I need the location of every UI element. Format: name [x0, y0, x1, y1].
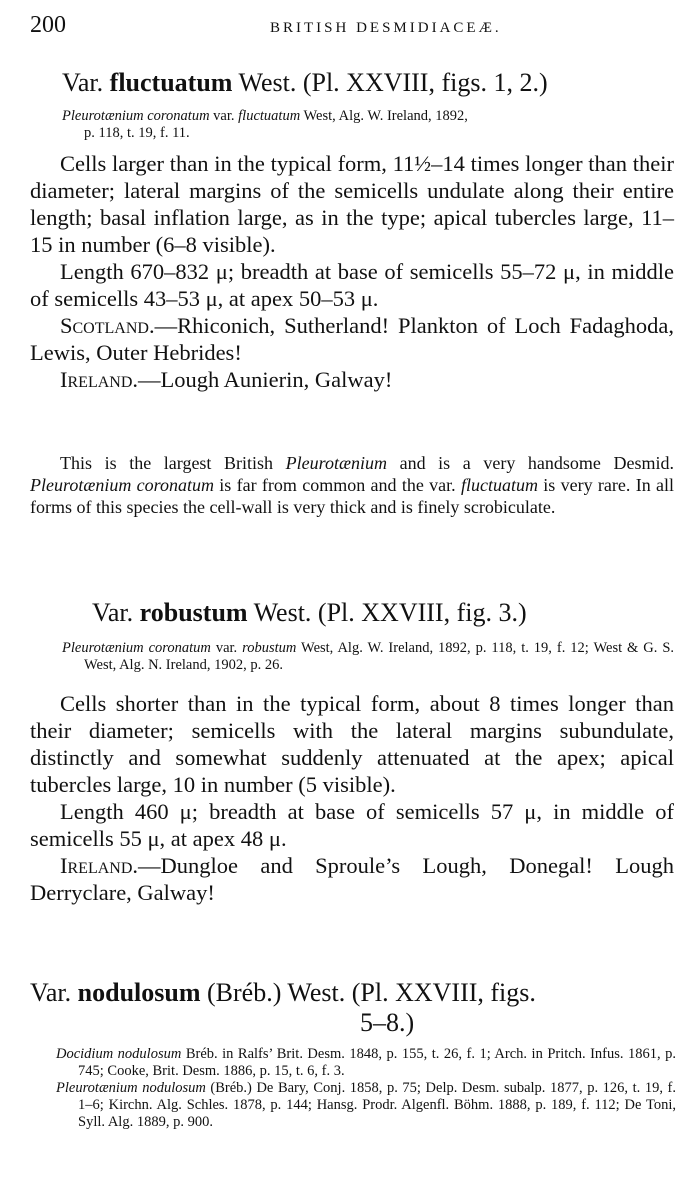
synonym-variety: fluctuatum	[238, 108, 301, 124]
synonym-citation: (Bréb.) De Bary, Conj. 1858, p. 75; Delp. Desm. subalp. 1877, p. 126, t. 19, f. 1–6; Kirchn. Alg. Schles. 1878, p. 144; Hansg. Prodr. Algenfl. Böhm. 1888, p. 189, f. 112; De Toni, Syll. Alg. 1889, p. 900.	[78, 1080, 676, 1130]
description-robustum	[30, 690, 674, 906]
cell-dimensions: Length 670–832 μ; breadth at base of semicells 55–72 μ, in middle of semicells 43–53 μ, at apex 50–53 μ.	[30, 259, 674, 311]
synonymy-nodulosum	[56, 1046, 676, 1131]
cell-description: Cells larger than in the typical form, 11½–14 times longer than their diameter; lateral margins of the semicells undulate along their entire length; basal inflation large, as in the type; apical tubercles large, 11–15 in number (6–8 visible).	[30, 151, 674, 257]
synonym-variety: robustum	[242, 640, 297, 656]
locality-text: —Lough Aunierin, Galway!	[138, 367, 393, 392]
locality-text: —Rhiconich, Sutherland! Plankton of Loch Fadaghoda, Lewis, Outer Hebrides!	[30, 313, 674, 365]
variety-name: robustum	[139, 598, 248, 627]
remark-taxon: Pleurotænium	[285, 453, 387, 473]
page-header	[30, 12, 670, 42]
synonym-taxon: Pleurotænium coronatum	[62, 108, 210, 124]
locality-text: —Dungloe and Sproule’s Lough, Donegal! Lough Derryclare, Galway!	[30, 853, 674, 905]
synonym-entry-pleurotaenium	[56, 1080, 676, 1131]
synonym-citation-continued: p. 118, t. 19, f. 11.	[84, 125, 190, 141]
synonym-text: var.	[210, 640, 243, 656]
variety-prefix: Var.	[92, 598, 140, 627]
variety-authority-plate: West. (Pl. XXVIII, fig. 3.)	[247, 598, 527, 627]
locality-ireland	[30, 852, 674, 906]
remark-text: and is a very handsome Desmid.	[386, 453, 674, 473]
variety-prefix: Var.	[62, 68, 110, 97]
locality-scotland	[30, 312, 674, 366]
remark-taxon: Pleurotænium coronatum	[30, 475, 214, 495]
variety-heading-line	[30, 978, 680, 1008]
remark-text: is very rare. In all forms of this species the cell-wall is very thick and is finely scrobiculate.	[30, 475, 675, 517]
synonym-text: var.	[209, 108, 239, 124]
synonymy-fluctuatum	[62, 108, 674, 142]
region-label-ireland: Ireland.	[60, 853, 139, 878]
variety-name: fluctuatum	[109, 68, 233, 97]
variety-name: nodulosum	[77, 978, 201, 1007]
page-number: 200	[30, 12, 66, 38]
variety-heading-fluctuatum	[62, 68, 682, 98]
variety-heading-robustum	[92, 598, 692, 628]
region-label-scotland: Scotland.	[60, 313, 155, 338]
remark-taxon: fluctuatum	[460, 475, 538, 495]
synonym-entry-docidium	[56, 1046, 676, 1080]
variety-prefix: Var.	[30, 978, 78, 1007]
variety-authority-plate: West. (Pl. XXVIII, figs. 1, 2.)	[232, 68, 548, 97]
synonym-entry	[62, 640, 674, 674]
variety-heading-nodulosum	[30, 978, 680, 1038]
cell-dimensions: Length 460 μ; breadth at base of semicells 57 μ, in middle of semicells 55 μ, at apex 48 μ.	[30, 799, 674, 851]
cell-description: Cells shorter than in the typical form, about 8 times longer than their diameter; semicells with the lateral margins subundulate, distinctly and somewhat suddenly attenuated at the apex; apical tubercles large, 10 in number (5 visible).	[30, 691, 674, 797]
variety-authority-plate: (Bréb.) West. (Pl. XXVIII, figs.	[200, 978, 536, 1007]
synonym-citation: West, Alg. W. Ireland, 1892,	[300, 108, 468, 124]
region-label-ireland: Ireland.	[60, 367, 139, 392]
remark-text: This is the largest British	[60, 453, 286, 473]
remarks-fluctuatum	[30, 452, 674, 518]
synonym-taxon: Pleurotænium nodulosum	[56, 1080, 206, 1096]
locality-ireland	[30, 366, 674, 393]
description-fluctuatum	[30, 150, 674, 393]
synonym-citation: West, Alg. W. Ireland, 1892, p. 118, t. 19, f. 12; West & G. S. West, Alg. N. Ireland, 1902, p. 26.	[84, 640, 675, 673]
synonym-taxon: Docidium nodulosum	[56, 1046, 182, 1062]
running-head: BRITISH DESMIDIACEÆ.	[270, 20, 502, 36]
synonymy-robustum	[62, 640, 674, 674]
synonym-taxon: Pleurotænium coronatum	[62, 640, 211, 656]
variety-plate-figures: 5–8.)	[360, 1008, 415, 1037]
remark-text: is far from common and the var.	[213, 475, 461, 495]
synonym-citation: Bréb. in Ralfs’ Brit. Desm. 1848, p. 155, t. 26, f. 1; Arch. in Pritch. Infus. 1861, p. 745; Cooke, Brit. Desm. 1886, p. 15, t. 6, f. 3.	[78, 1046, 676, 1079]
